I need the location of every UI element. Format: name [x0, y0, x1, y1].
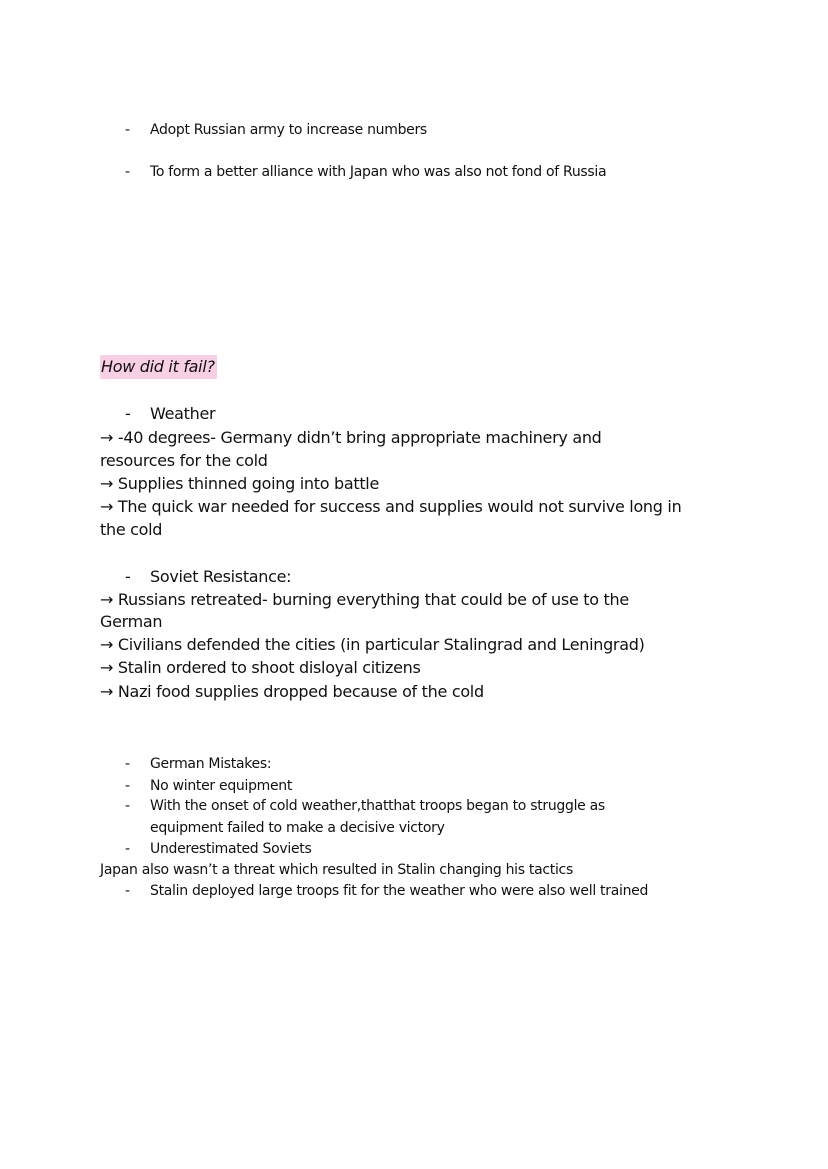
text-line: → Russians retreated- burning everything that could be of use to the	[100, 590, 629, 609]
bullet-dash: -	[125, 883, 130, 899]
list-item-weather: Weather	[150, 404, 216, 423]
bullet-dash: -	[125, 404, 131, 423]
list-item: To form a better alliance with Japan who was also not fond of Russia	[150, 164, 607, 180]
bullet-dash: -	[125, 756, 130, 772]
list-item: Stalin deployed large troops fit for the weather who were also well trained	[150, 883, 649, 899]
bullet-dash: -	[125, 778, 130, 794]
text-line: → The quick war needed for success and supplies would not survive long in	[100, 497, 682, 516]
bullet-dash: -	[125, 841, 130, 857]
list-item: No winter equipment	[150, 778, 293, 794]
list-item-continuation: equipment failed to make a decisive victory	[150, 820, 445, 836]
text-line: → Supplies thinned going into battle	[100, 474, 379, 493]
text-line: → -40 degrees- Germany didn’t bring appropriate machinery and	[100, 428, 602, 447]
list-item: Underestimated Soviets	[150, 841, 312, 857]
bullet-dash: -	[125, 798, 130, 814]
bullet-dash: -	[125, 122, 130, 138]
text-line: → Civilians defended the cities (in particular Stalingrad and Leningrad)	[100, 635, 645, 654]
text-line: → Nazi food supplies dropped because of the cold	[100, 682, 484, 701]
section-heading: How did it fail?	[100, 355, 217, 379]
bullet-dash: -	[125, 164, 130, 180]
text-line: resources for the cold	[100, 451, 268, 470]
text-line: the cold	[100, 520, 163, 539]
text-line: Japan also wasn’t a threat which resulted in Stalin changing his tactics	[100, 862, 573, 878]
text-line: German	[100, 612, 163, 631]
text-line: → Stalin ordered to shoot disloyal citizens	[100, 658, 421, 677]
list-item: Adopt Russian army to increase numbers	[150, 122, 427, 138]
list-item: With the onset of cold weather,thatthat troops began to struggle as	[150, 798, 605, 814]
list-item: German Mistakes:	[150, 756, 272, 772]
bullet-dash: -	[125, 567, 131, 586]
list-item-soviet: Soviet Resistance:	[150, 567, 292, 586]
